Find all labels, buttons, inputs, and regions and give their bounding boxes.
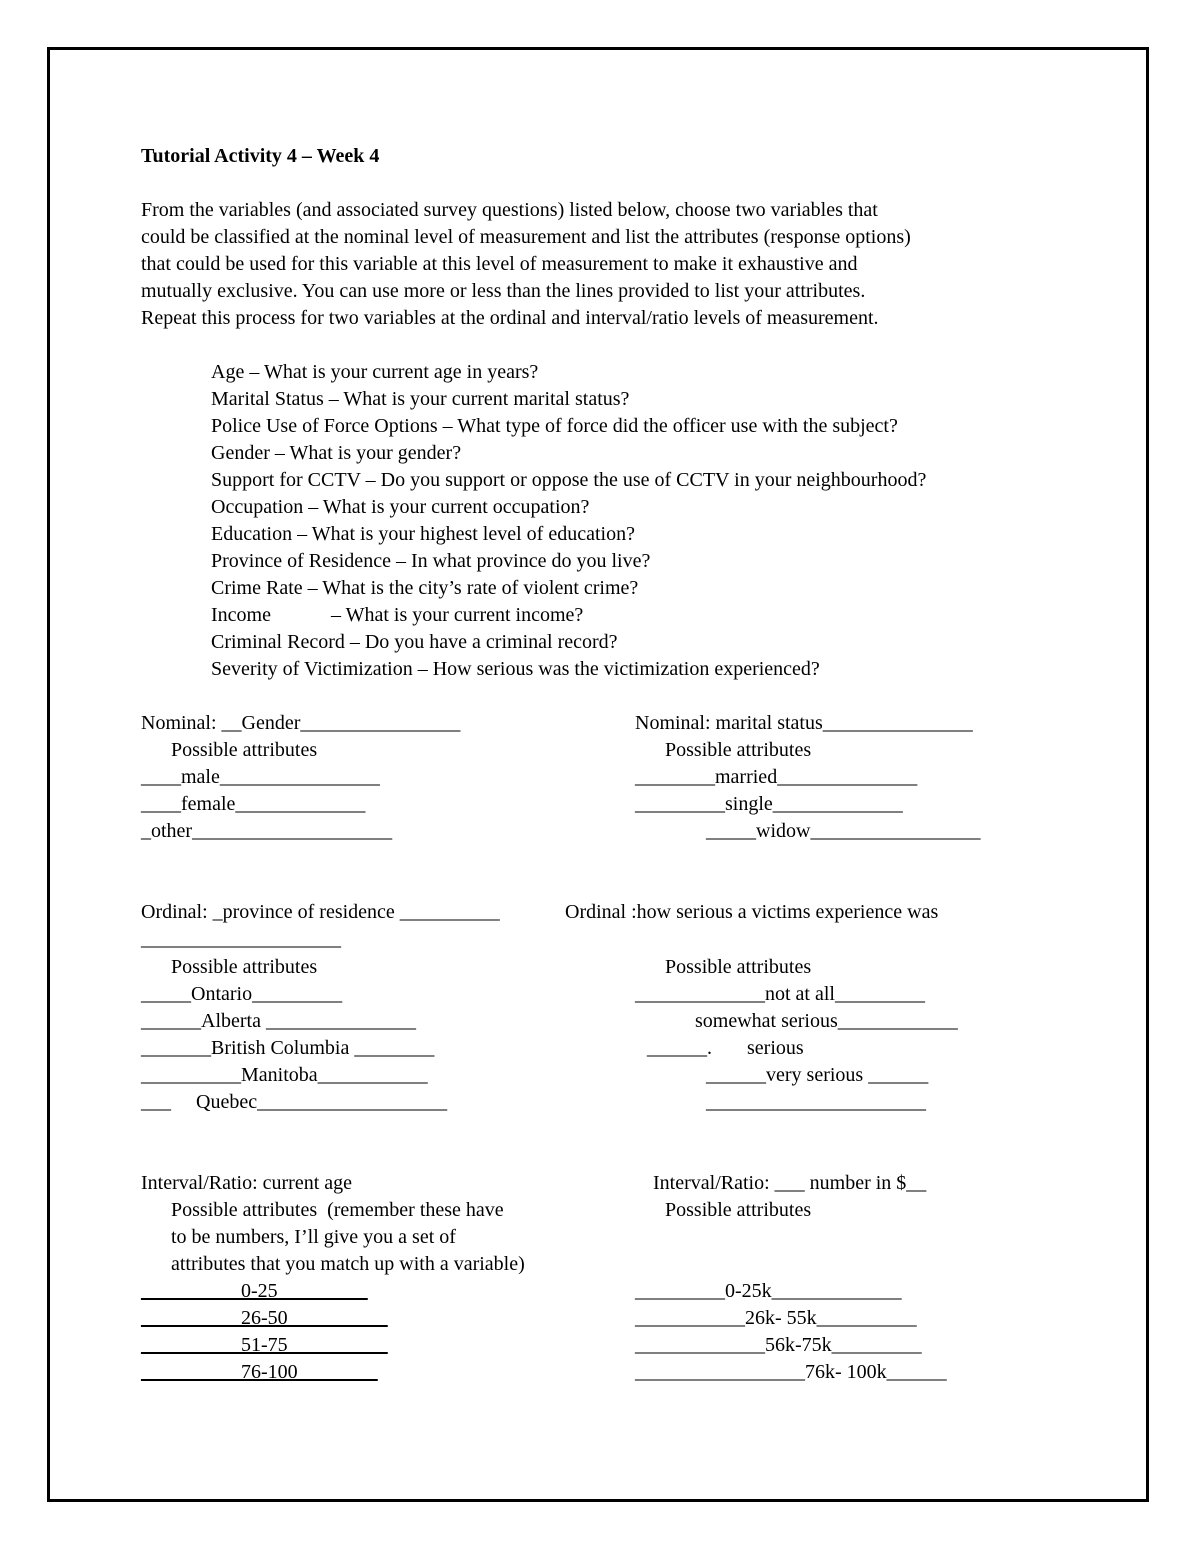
ordinal-left-attribute: ___ Quebec___________________ (141, 1091, 448, 1113)
interval-right-attribute: ___________26k- 55k__________ (635, 1307, 917, 1329)
interval-left-attribute: __________26-50__________ (141, 1307, 388, 1329)
variable-item: Criminal Record – Do you have a criminal record? (211, 631, 618, 653)
interval-left-subheading: Possible attributes (remember these have (171, 1199, 504, 1221)
nominal-left-attribute: ____male________________ (141, 766, 380, 788)
instructions-line: Repeat this process for two variables at the ordinal and interval/ratio levels of measurement. (141, 307, 879, 329)
variable-item: Occupation – What is your current occupation? (211, 496, 590, 518)
ordinal-left-heading: Ordinal: _province of residence __________ (141, 901, 500, 923)
instructions-line: that could be used for this variable at this level of measurement to make it exhaustive and (141, 253, 858, 275)
ordinal-left-subheading: Possible attributes (171, 956, 318, 978)
ordinal-right-attribute: ______________________ (706, 1091, 926, 1113)
nominal-left-attribute: _other____________________ (141, 820, 393, 842)
ordinal-left-attribute: _______British Columbia ________ (141, 1037, 435, 1059)
interval-right-attribute: _________________76k- 100k______ (635, 1361, 947, 1383)
interval-left-attribute: __________51-75__________ (141, 1334, 388, 1356)
ordinal-right-subheading: Possible attributes (665, 956, 812, 978)
nominal-right-attribute: _____widow_________________ (706, 820, 981, 842)
nominal-left-heading: Nominal: __Gender________________ (141, 712, 461, 734)
nominal-right-subheading: Possible attributes (665, 739, 812, 761)
variable-item: Severity of Victimization – How serious was the victimization experienced? (211, 658, 820, 680)
nominal-right-heading: Nominal: marital status_______________ (635, 712, 973, 734)
interval-left-attribute: __________0-25_________ (141, 1280, 368, 1302)
interval-right-subheading: Possible attributes (665, 1199, 812, 1221)
variable-item: Age – What is your current age in years? (211, 361, 539, 383)
variable-item: Support for CCTV – Do you support or oppose the use of CCTV in your neighbourhood? (211, 469, 927, 491)
ordinal-right-attribute: ______. serious (647, 1037, 804, 1059)
nominal-left-subheading: Possible attributes (171, 739, 318, 761)
ordinal-left-attribute: ______Alberta _______________ (141, 1010, 416, 1032)
ordinal-right-attribute: somewhat serious____________ (695, 1010, 958, 1032)
ordinal-left-attribute: __________Manitoba___________ (141, 1064, 428, 1086)
variable-item: Marital Status – What is your current marital status? (211, 388, 630, 410)
interval-right-attribute: _________0-25k_____________ (635, 1280, 902, 1302)
nominal-right-attribute: _________single_____________ (635, 793, 903, 815)
interval-right-attribute: _____________56k-75k_________ (635, 1334, 922, 1356)
variable-item: Education – What is your highest level of education? (211, 523, 635, 545)
nominal-left-attribute: ____female_____________ (141, 793, 366, 815)
variable-item: Crime Rate – What is the city’s rate of violent crime? (211, 577, 639, 599)
interval-left-heading: Interval/Ratio: current age (141, 1172, 353, 1194)
ordinal-left-heading-line: ____________________ (141, 928, 341, 950)
variable-item: Income – What is your current income? (211, 604, 584, 626)
ordinal-right-attribute: ______very serious ______ (706, 1064, 929, 1086)
instructions-line: could be classified at the nominal level of measurement and list the attributes (response options) (141, 226, 911, 248)
variable-item: Police Use of Force Options – What type of force did the officer use with the subject? (211, 415, 898, 437)
instructions-line: From the variables (and associated survey questions) listed below, choose two variables that (141, 199, 878, 221)
nominal-right-attribute: ________married______________ (635, 766, 918, 788)
instructions-line: mutually exclusive. You can use more or less than the lines provided to list your attributes. (141, 280, 866, 302)
variable-item: Gender – What is your gender? (211, 442, 462, 464)
ordinal-right-heading: Ordinal :how serious a victims experience was (565, 901, 939, 923)
interval-left-subheading: to be numbers, I’ll give you a set of (171, 1226, 456, 1248)
ordinal-right-attribute: _____________not at all_________ (635, 983, 925, 1005)
ordinal-left-attribute: _____Ontario_________ (141, 983, 343, 1005)
interval-left-subheading: attributes that you match up with a variable) (171, 1253, 525, 1275)
interval-right-heading: Interval/Ratio: ___ number in $__ (653, 1172, 927, 1194)
variable-item: Province of Residence – In what province do you live? (211, 550, 651, 572)
interval-left-attribute: __________76-100________ (141, 1361, 378, 1383)
page-title: Tutorial Activity 4 – Week 4 (141, 145, 380, 167)
